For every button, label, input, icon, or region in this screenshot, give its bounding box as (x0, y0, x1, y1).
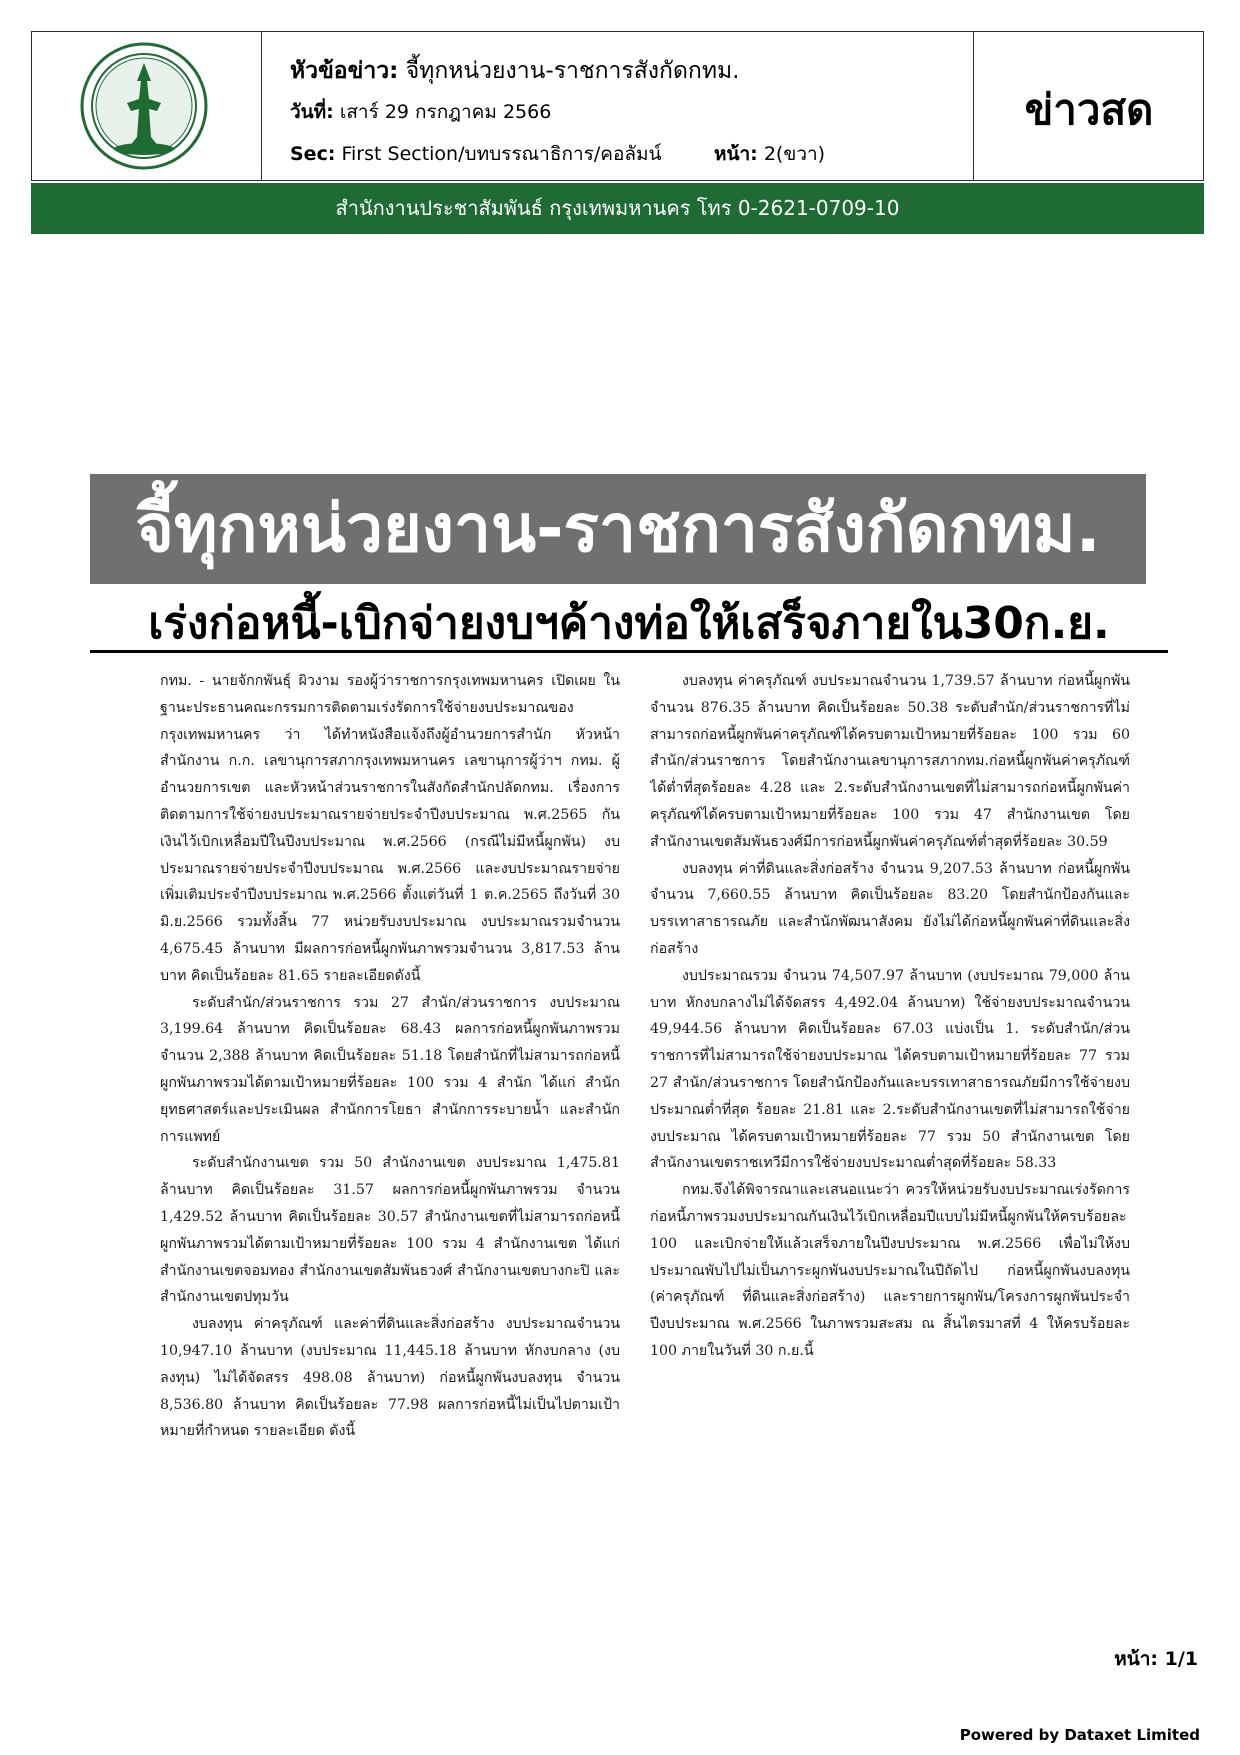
section-value: First Section/บทบรรณาธิการ/คอลัมน์ (341, 143, 662, 165)
section-label: Sec: (290, 143, 336, 165)
bangkok-seal-icon (79, 41, 209, 171)
page-value: 2(ขวา) (763, 143, 826, 165)
date-field (290, 97, 551, 127)
headline-label: หัวข้อข่าว: (290, 58, 399, 84)
logo-cell (31, 31, 262, 181)
section-field (290, 139, 826, 169)
paragraph: กทม. - นายจักกพันธุ์ ผิวงาม รองผู้ว่าราชการกรุงเทพมหานคร เปิดเผย ในฐานะประธานคณะกรรมการติดตามเร่งรัดการใช้จ่ายงบประมาณของกรุงเทพมหานคร ว่า ได้ทำหนังสือแจ้งถึงผู้อำนวยการสำนัก หัวหน้าสำนักงาน ก.ก. เลขานุการสภากรุงเทพมหานคร เลขานุการผู้ว่าฯ กทม. ผู้อำนวยการเขต และหัวหน้าส่วนราชการในสังกัดสำนักปลัดกทม. เรื่องการติดตามการใช้จ่ายงบประมาณรายจ่ายประจำปีงบประมาณ พ.ศ.2565 กันเงินไว้เบิกเหลื่อมปีในปีงบประมาณ พ.ศ.2566 (กรณีไม่มีหนี้ผูกพัน) งบประมาณรายจ่ายประจำปีงบประมาณ พ.ศ.2566 และงบประมาณรายจ่ายเพิ่มเติมประจำปีงบประมาณ พ.ศ.2566 ตั้งแต่วันที่ 1 ต.ค.2565 ถึงวันที่ 30 มิ.ย.2566 รวมทั้งสิ้น 77 หน่วยรับงบประมาณ งบประมาณรวมจำนวน 4,675.45 ล้านบาท มีผลการก่อหนี้ผูกพันภาพรวมจำนวน 3,817.53 ล้านบาท คิดเป็นร้อยละ 81.65 รายละเอียดดังนี้ (160, 673, 620, 984)
page-number: หน้า: 1/1 (1114, 1648, 1198, 1670)
page-field (714, 139, 825, 169)
headline-divider (90, 650, 1168, 653)
article-column-right (650, 668, 1130, 1468)
publication-cell (974, 31, 1204, 181)
headline-value: จี้ทุกหน่วยงาน-ราชการสังกัดกทม. (405, 58, 740, 84)
paragraph: งบประมาณรวม จำนวน 74,507.97 ล้านบาท (งบประมาณ 79,000 ล้านบาท หักงบกลางไม่ได้จัดสรร 4,492.04 ล้านบาท) ใช้จ่ายงบประมาณจำนวน 49,944.56 ล้านบาท คิดเป็นร้อยละ 67.03 แบ่งเป็น 1. ระดับสำนัก/ส่วนราชการที่ไม่สามารถใช้จ่ายงบประมาณ ได้ครบตามเป้าหมายที่ร้อยละ 77 รวม 27 สำนัก/ส่วนราชการ โดยสำนักป้องกันและบรรเทาสาธารณภัยมีการใช้จ่ายงบประมาณต่ำที่สุด ร้อยละ 21.81 และ 2.ระดับสำนักงานเขตที่ไม่สามารถใช้จ่ายงบประมาณ ได้ครบตามเป้าหมายที่ร้อยละ 77 รวม 50 สำนักงานเขต โดยสำนักงานเขตราชเทวีมีการใช้จ่ายงบประมาณต่ำสุดที่ร้อยละ 58.33 (650, 967, 1130, 1172)
paragraph: งบลงทุน ค่าครุภัณฑ์ และค่าที่ดินและสิ่งก่อสร้าง งบประมาณจำนวน 10,947.10 ล้านบาท (งบประมาณ 11,445.18 ล้านบาท หักงบกลาง (งบลงทุน) ไม่ได้จัดสรร 498.08 ล้านบาท) ก่อหนี้ผูกพันงบลงทุน จำนวน 8,536.80 ล้านบาท คิดเป็นร้อยละ 77.98 ผลการก่อหนี้ไม่เป็นไปตามเป้าหมายที่กำหนด รายละเอียด ดังนี้ (160, 1316, 620, 1440)
date-value: เสาร์ 29 กรกฎาคม 2566 (339, 101, 552, 123)
date-label: วันที่: (290, 101, 334, 123)
paragraph: งบลงทุน ค่าที่ดินและสิ่งก่อสร้าง จำนวน 9,207.53 ล้านบาท ก่อหนี้ผูกพัน จำนวน 7,660.55 ล้านบาท คิดเป็นร้อยละ 83.20 โดยสำนักป้องกันและบรรเทาสาธารณภัย และสำนักพัฒนาสังคม ยังไม่ได้ก่อหนี้ผูกพันค่าที่ดินและสิ่งก่อสร้าง (650, 860, 1130, 957)
headline-field (290, 53, 739, 89)
article-subheadline: เร่งก่อหนี้-เบิกจ่ายงบฯค้างท่อให้เสร็จภายใน30ก.ย. (148, 598, 1110, 649)
paragraph: ระดับสำนักงานเขต รวม 50 สำนักงานเขต งบประมาณ 1,475.81 ล้านบาท คิดเป็นร้อยละ 31.57 ผลการก่อหนี้ผูกพันภาพรวม จำนวน 1,429.52 ล้านบาท คิดเป็นร้อยละ 30.57 สำนักงานเขตที่ไม่สามารถก่อหนี้ผูกพันภาพรวมได้ตามเป้าหมายที่ร้อยละ 100 รวม 4 สำนักงานเขต ได้แก่ สำนักงานเขตจอมทอง สำนักงานเขตสัมพันธวงศ์ สำนักงานเขตบางกะปิ และสำนักงานเขตปทุมวัน (160, 1155, 620, 1306)
powered-by: Powered by Dataxet Limited (959, 1726, 1200, 1744)
paragraph: งบลงทุน ค่าครุภัณฑ์ งบประมาณจำนวน 1,739.57 ล้านบาท ก่อหนี้ผูกพัน จำนวน 876.35 ล้านบาท คิดเป็นร้อยละ 50.38 ระดับสำนัก/ส่วนราชการที่ไม่สามารถก่อหนี้ผูกพันค่าครุภัณฑ์ได้ครบตามเป้าหมายที่ร้อยละ 100 รวม 60 สำนัก/ส่วนราชการ โดยสำนักงานเลขานุการสภากทม.ก่อหนี้ผูกพันค่าครุภัณฑ์ได้ต่ำที่สุดร้อยละ 4.28 และ 2.ระดับสำนักงานเขตที่ไม่สามารถก่อหนี้ผูกพันค่าครุภัณฑ์ได้ครบตามเป้าหมายที่ร้อยละ 100 รวม 47 สำนักงานเขต โดยสำนักงานเขตสัมพันธวงศ์มีการก่อหนี้ผูกพันค่าครุภัณฑ์ต่ำสุดที่ร้อยละ 30.59 (650, 673, 1130, 850)
contact-bar: สำนักงานประชาสัมพันธ์ กรุงเทพมหานคร โทร 0-2621-0709-10 (31, 183, 1204, 234)
clipping-info (262, 31, 974, 181)
paragraph: กทม.จึงได้พิจารณาและเสนอแนะว่า ควรให้หน่วยรับงบประมาณเร่งรัดการก่อหนี้ภาพรวมงบประมาณกันเงินไว้เบิกเหลื่อมปีแบบไม่มีหนี้ผูกพันให้ครบร้อยละ 100 และเบิกจ่ายให้แล้วเสร็จภายในปีงบประมาณ พ.ศ.2566 เพื่อไม่ให้งบประมาณพับไปไม่เป็นภาระผูกพันงบประมาณในปีถัดไป ก่อหนี้ผูกพันงบลงทุน (ค่าครุภัณฑ์ ที่ดินและสิ่งก่อสร้าง) และรายการผูกพัน/โครงการผูกพันประจำปีงบประมาณ พ.ศ.2566 ในภาพรวมสะสม ณ สิ้นไตรมาสที่ 4 ให้ครบร้อยละ 100 ภายในวันที่ 30 ก.ย.นี้ (650, 1182, 1130, 1359)
publication-name: ข่าวสด (1024, 85, 1154, 134)
article-headline: จี้ทุกหน่วยงาน-ราชการสังกัดกทม. (90, 474, 1146, 584)
article-column-left (160, 668, 620, 1468)
page-label: หน้า: (714, 143, 758, 165)
paragraph: ระดับสำนัก/ส่วนราชการ รวม 27 สำนัก/ส่วนราชการ งบประมาณ 3,199.64 ล้านบาท คิดเป็นร้อยละ 68.43 ผลการก่อหนี้ผูกพันภาพรวมจำนวน 2,388 ล้านบาท คิดเป็นร้อยละ 51.18 โดยสำนักที่ไม่สามารถก่อหนี้ผูกพันภาพรวมได้ตามเป้าหมายที่ร้อยละ 100 รวม 4 สำนัก ได้แก่ สำนักยุทธศาสตร์และประเมินผล สำนักการโยธา สำนักการระบายน้ำ และสำนักการแพทย์ (160, 994, 620, 1145)
